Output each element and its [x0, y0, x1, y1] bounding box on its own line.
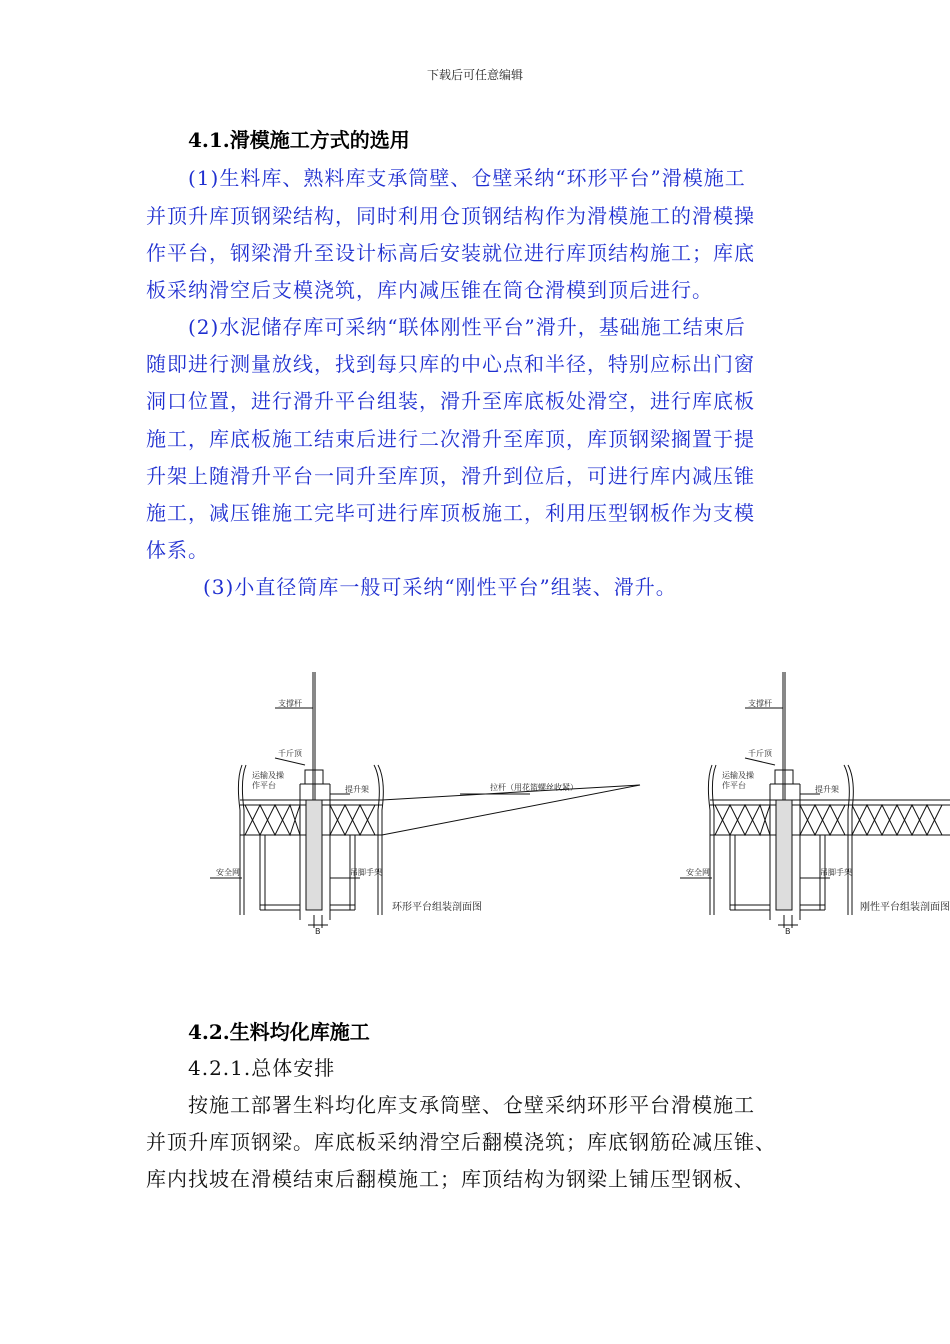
label-jack-r: 千斤顶: [748, 749, 772, 758]
text-line: 库内找坡在滑模结束后翻模施工；库顶结构为钢梁上铺压型钢板、: [146, 1167, 755, 1191]
caption-ring-platform: 环形平台组装剖面图: [392, 902, 482, 913]
text-line: 体系。: [146, 538, 209, 562]
page-header: 下载后可任意编辑: [426, 68, 523, 82]
text-line: (2)水泥储存库可采纳“联体刚性平台”滑升，基础施工结束后: [188, 315, 746, 339]
text-line: 板采纳滑空后支模浇筑，库内减压锥在筒仓滑模到顶后进行。: [146, 278, 713, 302]
label-dim-b-r: B: [785, 927, 791, 936]
label-hanging-scaffold: 吊脚手架: [350, 868, 382, 877]
label-platform-r2: 作平台: [722, 781, 746, 790]
text-line: 作平台，钢梁滑升至设计标高后安装就位进行库顶结构施工；库底: [146, 241, 755, 265]
label-platform-1: 运输及操: [252, 771, 284, 780]
construction-diagram: [200, 660, 950, 945]
text-line: 施工，减压锥施工完毕可进行库顶板施工，利用压型钢板作为支模: [146, 501, 755, 525]
text-line: (1)生料库、熟料库支承筒壁、仓壁采纳“环形平台”滑模施工: [188, 166, 746, 190]
text-line: 随即进行测量放线，找到每只库的中心点和半径，特别应标出门窗: [146, 352, 755, 376]
label-jack: 千斤顶: [278, 749, 302, 758]
label-platform-r1: 运输及操: [722, 771, 754, 780]
text-line: 施工，库底板施工结束后进行二次滑升至库顶，库顶钢梁搁置于提: [146, 427, 755, 451]
label-dim-b: B: [315, 927, 321, 936]
caption-rigid-platform: 刚性平台组装剖面图: [860, 902, 950, 913]
diagram-svg: [200, 660, 950, 945]
label-tie-rod: 拉杆（用花篮螺丝收紧）: [490, 783, 578, 792]
subsection-heading-4-2-1: 4.2.1.总体安排: [188, 1056, 336, 1080]
text-line: 并顶升库顶钢梁。库底板采纳滑空后翻模浇筑；库底钢筋砼减压锥、: [146, 1130, 776, 1154]
label-hanging-scaffold-r: 吊脚手架: [820, 868, 852, 877]
label-lift-frame: 提升架: [345, 785, 369, 794]
text-line: 升架上随滑升平台一同升至库顶，滑升到位后，可进行库内减压锥: [146, 464, 755, 488]
label-platform-2: 作平台: [252, 781, 276, 790]
text-line: 并顶升库顶钢梁结构，同时利用仓顶钢结构作为滑模施工的滑模操: [146, 204, 755, 228]
text-line: 按施工部署生料均化库支承筒壁、仓壁采纳环形平台滑模施工: [188, 1093, 755, 1117]
section-heading-4-1: 4.1.滑模施工方式的选用: [188, 128, 410, 152]
label-safety-net: 安全网: [216, 868, 240, 877]
section-heading-4-2: 4.2.生料均化库施工: [188, 1020, 370, 1044]
label-support-rod: 支撑杆: [278, 699, 302, 708]
label-support-rod-r: 支撑杆: [748, 699, 772, 708]
text-line: 洞口位置，进行滑升平台组装，滑升至库底板处滑空，进行库底板: [146, 389, 755, 413]
paragraph-3: (3)小直径筒库一般可采纳“刚性平台”组装、滑升。: [203, 575, 677, 599]
label-safety-net-r: 安全网: [686, 868, 710, 877]
label-lift-frame-r: 提升架: [815, 785, 839, 794]
